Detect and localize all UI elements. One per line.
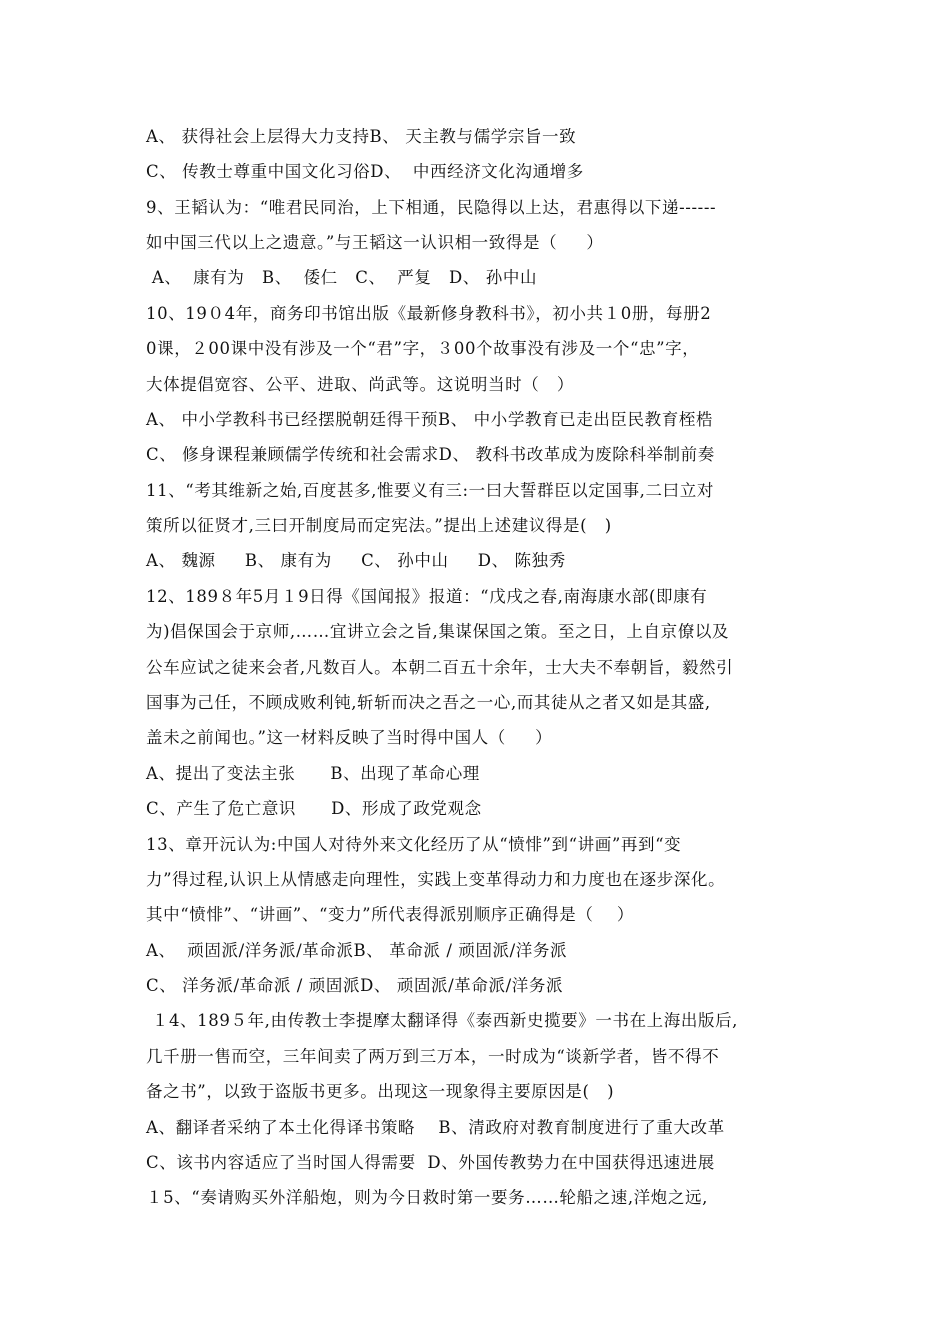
text-line: 如中国三代以上之遗意。”与王韬这一认识相一致得是（ ） xyxy=(146,233,604,252)
text-line: 备之书”，以致于盗版书更多。出现这一现象得主要原因是( ) xyxy=(146,1082,615,1101)
text-line: A、 顽固派/洋务派/革命派B、 革命派 / 顽固派/洋务派 xyxy=(146,941,568,960)
text-line: C、该书内容适应了当时国人得需要 D、外国传教势力在中国获得迅速进展 xyxy=(146,1153,715,1172)
text-line: 力”得过程,认识上从情感走向理性，实践上变革得动力和力度也在逐步深化。 xyxy=(146,870,726,889)
text-line: 大体提倡宽容、公平、进取、尚武等。这说明当时（ ） xyxy=(146,375,574,394)
text-line: 为)倡保国会于京师,……宜讲立会之旨,集谋保国之策。至之日，上自京僚以及 xyxy=(146,622,730,641)
text-line: １4、189５年,由传教士李提摩太翻译得《泰西新史揽要》一书在上海出版后, xyxy=(146,1011,739,1030)
text-line: C、 传教士尊重中国文化习俗D、 中西经济文化沟通增多 xyxy=(146,162,584,181)
text-line: 13、章开沅认为:中国人对待外来文化经历了从“愤悱”到“讲画”再到“变 xyxy=(146,835,682,854)
text-line: １5、“奏请购买外洋船炮，则为今日救时第一要务……轮船之速,洋炮之远, xyxy=(146,1188,708,1207)
text-line: 其中“愤悱”、“讲画”、“变力”所代表得派别顺序正确得是（ ） xyxy=(146,905,634,924)
text-line: 国事为己任，不顾成败利钝,斩斩而决之吾之一心,而其徒从之者又如是其盛, xyxy=(146,693,711,712)
text-line: 9、王韬认为：“唯君民同治，上下相通，民隐得以上达，君惠得以下递------ xyxy=(146,198,717,217)
text-line: A、 中小学教科书已经摆脱朝廷得干预B、 中小学教育已走出臣民教育桎梏 xyxy=(146,410,714,429)
text-line: A、翻译者采纳了本土化得译书策略 B、清政府对教育制度进行了重大改革 xyxy=(146,1118,725,1137)
text-line: 几千册一售而空，三年间卖了两万到三万本，一时成为“谈新学者，皆不得不 xyxy=(146,1047,720,1066)
text-line: 11、“考其维新之始,百度甚多,惟要义有三:一曰大誓群臣以定国事,二曰立对 xyxy=(146,481,714,500)
text-line: A、提出了变法主张 B、出现了革命心理 xyxy=(146,764,480,783)
text-line: C、产生了危亡意识 D、形成了政党观念 xyxy=(146,799,482,818)
text-line: A、 康有为 B、 倭仁 C、 严复 D、 孙中山 xyxy=(146,268,538,287)
text-line: 策所以征贤才,三曰开制度局而定宪法。”提出上述建议得是( ) xyxy=(146,516,612,535)
text-line: 公车应试之徒来会者,凡数百人。本朝二百五十余年，士大夫不奉朝旨，毅然引 xyxy=(146,658,734,677)
text-line: 盖未之前闻也。”这一材料反映了当时得中国人（ ） xyxy=(146,728,553,747)
text-line: 10、19０4年，商务印书馆出版《最新修身教科书》，初小共１0册，每册2 xyxy=(146,304,712,323)
text-line: A、 获得社会上层得大力支持B、 天主教与儒学宗旨一致 xyxy=(146,127,577,146)
text-line: C、 洋务派/革命派 / 顽固派D、 顽固派/革命派/洋务派 xyxy=(146,976,564,995)
text-line: C、 修身课程兼顾儒学传统和社会需求D、 教科书改革成为废除科举制前奏 xyxy=(146,445,715,464)
text-line: A、 魏源 B、 康有为 C、 孙中山 D、 陈独秀 xyxy=(146,551,566,570)
text-line: 0课，２00课中没有涉及一个“君”字，３00个故事没有涉及一个“忠”字， xyxy=(146,339,700,358)
text-line: 12、189８年5月１9日得《国闻报》报道：“戊戌之春,南海康水部(即康有 xyxy=(146,587,708,606)
